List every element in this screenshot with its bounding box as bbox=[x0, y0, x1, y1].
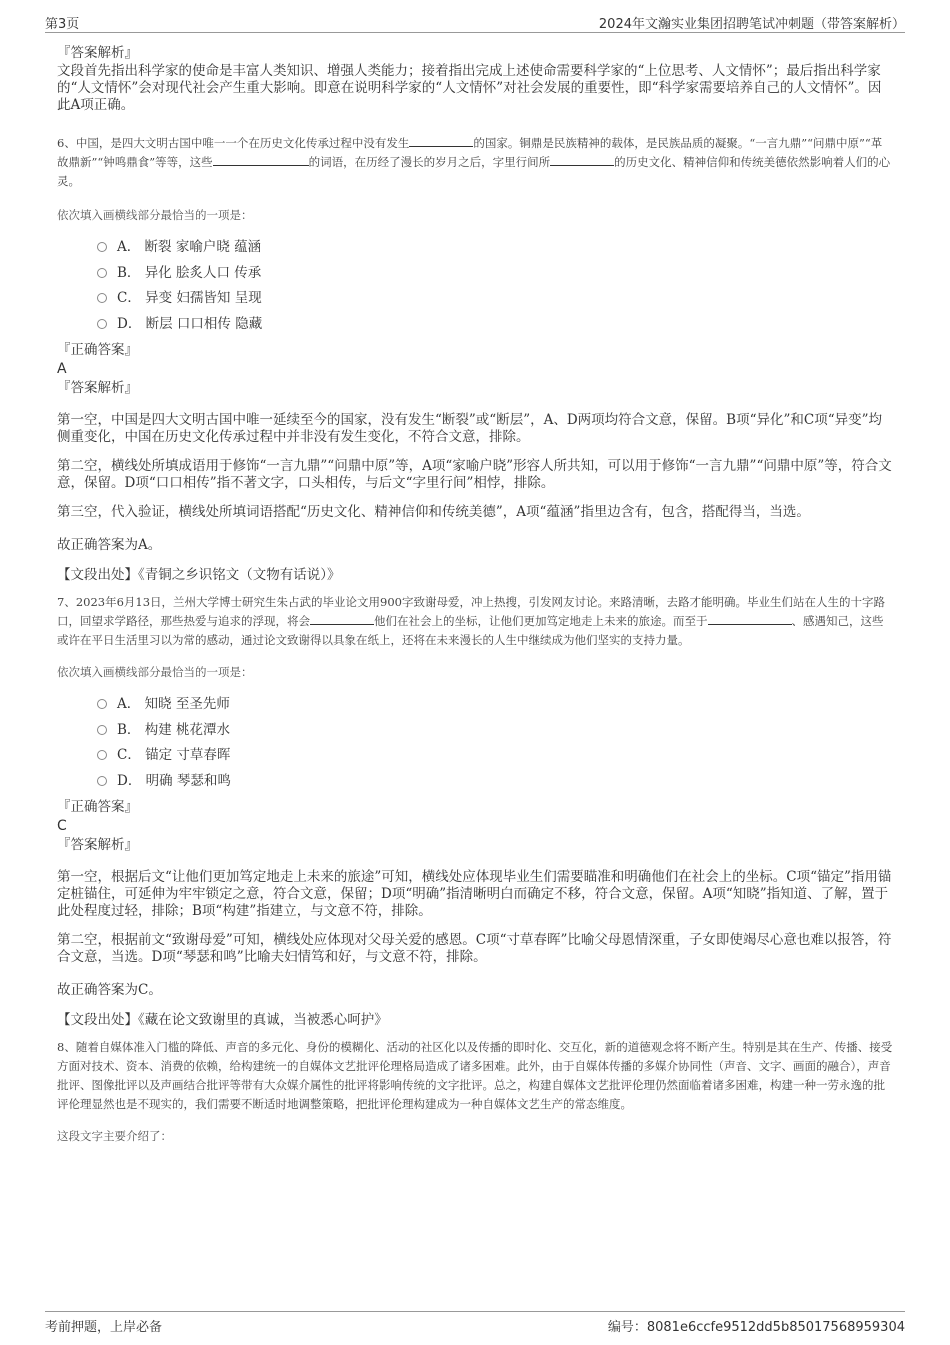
q6-option-c[interactable]: C． 异变 妇孺皆知 呈现 bbox=[97, 286, 893, 312]
q7-source: 【文段出处】《藏在论文致谢里的真诚，当被悉心呵护》 bbox=[57, 1012, 388, 1028]
q7-correct-label: 『正确答案』 bbox=[57, 799, 138, 815]
question-7-stem bbox=[57, 593, 893, 650]
q6-exp-para-3: 第三空，代入验证，横线处所填词语搭配“历史文化、精神信仰和传统美德”，A项“蕴涵”指里边含有，包含，搭配得当，当选。 bbox=[57, 504, 810, 520]
document-title: 2024年文瀚实业集团招聘笔试冲刺题（带答案解析） bbox=[598, 17, 905, 32]
radio-icon[interactable] bbox=[97, 699, 107, 709]
page-header bbox=[45, 10, 905, 33]
page-footer bbox=[45, 1311, 905, 1334]
prev-exp-label: 『答案解析』 bbox=[57, 45, 138, 61]
q7-text-3: 、感遇知己，这些或许在平日生活里习以为常的感动，通过论文致谢得以具象在纸上，还将在未来漫长的人生中继续成为他们坚实的支持力量。 bbox=[57, 614, 884, 647]
question-8-stem: 8、随着自媒体准入门槛的降低、声音的多元化、身份的模糊化、活动的社区化以及传播的即时化、交互化，新的道德观念将不断产生。特别是其在生产、传播、接受方面对技术、资本、消费的依赖，给构建统一的自媒体文艺批评伦理格局造成了诸多困难。此外，由于自媒体传播的多媒介协同性（声音、文字、画面的融合），声音批评、图像批评以及声画结合批评等带有大众媒介属性的批评将影响传统的文字批评。总之，构建自媒体文艺批评伦理仍然面临着诸多困难，构建一种一劳永逸的批评伦理显然也是不现实的，我们需要不断适时地调整策略，把批评伦理构建成为一种自媒体文艺生产的常态维度。 bbox=[57, 1040, 893, 1111]
radio-icon[interactable] bbox=[97, 776, 107, 786]
q6-text-4: 的历史文化、精神信仰和传统美德依然影响着人们的心灵。 bbox=[57, 155, 891, 188]
page-number: 第3页 bbox=[45, 17, 80, 32]
q6-blank-3 bbox=[550, 153, 614, 166]
prev-exp-text: 文段首先指出科学家的使命是丰富人类知识、增强人类能力；接着指出完成上述使命需要科学家的“上位思考、人文情怀”；最后指出科学家的“人文情怀”会对现代社会产生重大影响。即意在说明科学家的“人文情怀”对社会发展的重要性，即“科学家需要培养自己的人文情怀”。因此A项正确。 bbox=[57, 63, 882, 113]
footer-slogan: 考前押题，上岸必备 bbox=[45, 1320, 163, 1335]
q7-blank-2 bbox=[708, 612, 792, 625]
q6-conclusion: 故正确答案为A。 bbox=[57, 537, 162, 553]
q6-options bbox=[97, 235, 893, 337]
q7-exp-para-2: 第二空，根据前文“致谢母爱”可知，横线处应体现对父母关爱的感恩。C项“寸草春晖”比喻父母恩情深重，子女即使竭尽心意也难以报答，符合文意，当选。D项“琴瑟和鸣”比喻夫妇情笃和好，与文意不符，排除。 bbox=[57, 932, 892, 965]
q8-prompt: 这段文字主要介绍了： bbox=[57, 1129, 172, 1143]
q6-correct-label: 『正确答案』 bbox=[57, 342, 138, 358]
q7-exp-label: 『答案解析』 bbox=[57, 837, 138, 853]
q6-exp-para-2: 第二空，横线处所填成语用于修饰“一言九鼎”“问鼎中原”等，A项“家喻户晓”形容人所共知，可以用于修饰“一言九鼎”“问鼎中原”等，符合文意，保留。D项“口口相传”指不著文字，口头相传，与后文“字里行间”相悖，排除。 bbox=[57, 458, 892, 491]
document-id: 编号：8081e6ccfe9512dd5b85017568959304 bbox=[607, 1320, 905, 1335]
q7-correct-answer: C bbox=[57, 818, 67, 834]
question-6-stem bbox=[57, 134, 893, 191]
q6-exp-label: 『答案解析』 bbox=[57, 380, 138, 396]
q6-option-a[interactable]: A． 断裂 家喻户晓 蕴涵 bbox=[97, 235, 893, 261]
q6-exp-para-1: 第一空，中国是四大文明古国中唯一延续至今的国家，没有发生“断裂”或“断层”，A、D两项均符合文意，保留。B项“异化”和C项“异变”均侧重变化，中国在历史文化传承过程中并非没有发生变化，不符合文意，排除。 bbox=[57, 412, 883, 445]
q6-blank-1 bbox=[409, 134, 473, 147]
q7-option-c[interactable]: C． 锚定 寸草春晖 bbox=[97, 743, 893, 769]
q7-text-2: 他们在社会上的坐标，让他们更加笃定地走上未来的旅途。而至于 bbox=[374, 614, 708, 628]
main-content bbox=[57, 44, 893, 1144]
q7-option-d[interactable]: D． 明确 琴瑟和鸣 bbox=[97, 769, 893, 795]
q7-options bbox=[97, 692, 893, 794]
radio-icon[interactable] bbox=[97, 293, 107, 303]
q6-option-d[interactable]: D． 断层 口口相传 隐藏 bbox=[97, 312, 893, 338]
q6-text-1: 6、中国，是四大文明古国中唯一一个在历史文化传承过程中没有发生 bbox=[57, 136, 410, 150]
q7-text-1: 7、2023年6月13日，兰州大学博士研究生朱占武的毕业论文用900字致谢母爱，冲上热搜，引发网友讨论。来路清晰，去路才能明确。毕业生们站在人生的十字路口，回望求学路径，那些热爱与追求的浮现，将会 bbox=[57, 595, 885, 628]
q6-correct-answer: A bbox=[57, 361, 67, 377]
radio-icon[interactable] bbox=[97, 725, 107, 735]
q7-exp-para-1: 第一空，根据后文“让他们更加笃定地走上未来的旅途”可知，横线处应体现毕业生们需要瞄准和明确他们在社会上的坐标。C项“锚定”指用锚定桩锚住，可延伸为牢牢锁定之意，符合文意，保留；D项“明确”指清晰明白而确定不移，符合文意，保留。A项“知晓”指知道、了解，置于此处程度过轻，排除；B项“构建”指建立，与文意不符，排除。 bbox=[57, 869, 892, 919]
radio-icon[interactable] bbox=[97, 242, 107, 252]
q6-blank-2 bbox=[213, 153, 309, 166]
q6-prompt: 依次填入画横线部分最恰当的一项是： bbox=[57, 208, 253, 222]
q7-prompt: 依次填入画横线部分最恰当的一项是： bbox=[57, 665, 253, 679]
radio-icon[interactable] bbox=[97, 750, 107, 760]
q7-option-b[interactable]: B． 构建 桃花潭水 bbox=[97, 718, 893, 744]
q6-text-2: 的国家。铜鼎是民族精神的载体，是民族品质的凝聚。“一言九鼎”“问鼎中原”“革故鼎新”“钟鸣鼎食”等等，这些 bbox=[57, 136, 883, 169]
q6-option-b[interactable]: B． 异化 脍炙人口 传承 bbox=[97, 261, 893, 287]
radio-icon[interactable] bbox=[97, 319, 107, 329]
q6-text-3: 的词语，在历经了漫长的岁月之后，字里行间所 bbox=[308, 155, 551, 169]
q7-conclusion: 故正确答案为C。 bbox=[57, 982, 162, 998]
q6-source: 【文段出处】《青铜之乡识铭文（文物有话说）》 bbox=[57, 567, 341, 583]
q7-option-a[interactable]: A． 知晓 至圣先师 bbox=[97, 692, 893, 718]
q7-blank-1 bbox=[310, 612, 374, 625]
radio-icon[interactable] bbox=[97, 268, 107, 278]
